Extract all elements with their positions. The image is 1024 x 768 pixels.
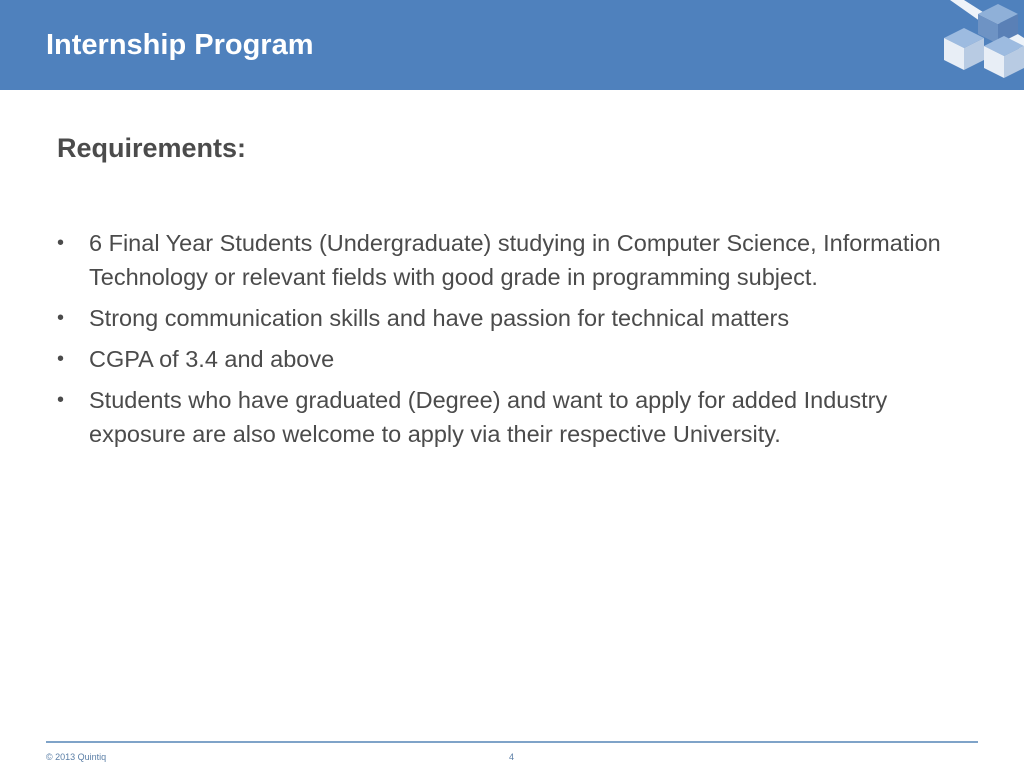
page-number: 4	[509, 752, 515, 762]
list-item-text: Strong communication skills and have passion for technical matters	[89, 305, 790, 331]
footer-copyright: © 2013 Quintiq	[46, 752, 107, 762]
list-item	[56, 342, 976, 376]
bullet-icon: •	[57, 307, 65, 329]
bullet-icon: •	[57, 348, 65, 370]
list-item-text: Students who have graduated (Degree) and want to apply for added Industry exposure are also welcome to apply via their respective University.	[89, 387, 888, 447]
requirements-heading: Requirements:	[57, 133, 247, 163]
list-item	[56, 301, 976, 335]
list-item-text: CGPA of 3.4 and above	[89, 346, 335, 372]
list-item	[56, 226, 976, 294]
requirements-list	[56, 226, 976, 458]
bullet-icon: •	[57, 232, 65, 254]
bullet-icon: •	[57, 389, 65, 411]
list-item	[56, 383, 976, 451]
slide-title: Internship Program	[46, 29, 314, 61]
stacked-cubes-logo-icon	[920, 0, 1024, 90]
title-banner	[0, 0, 1024, 90]
footer-divider	[46, 741, 978, 743]
list-item-text: 6 Final Year Students (Undergraduate) studying in Computer Science, Information Technology or relevant fields with good grade in programming subject.	[89, 230, 941, 290]
